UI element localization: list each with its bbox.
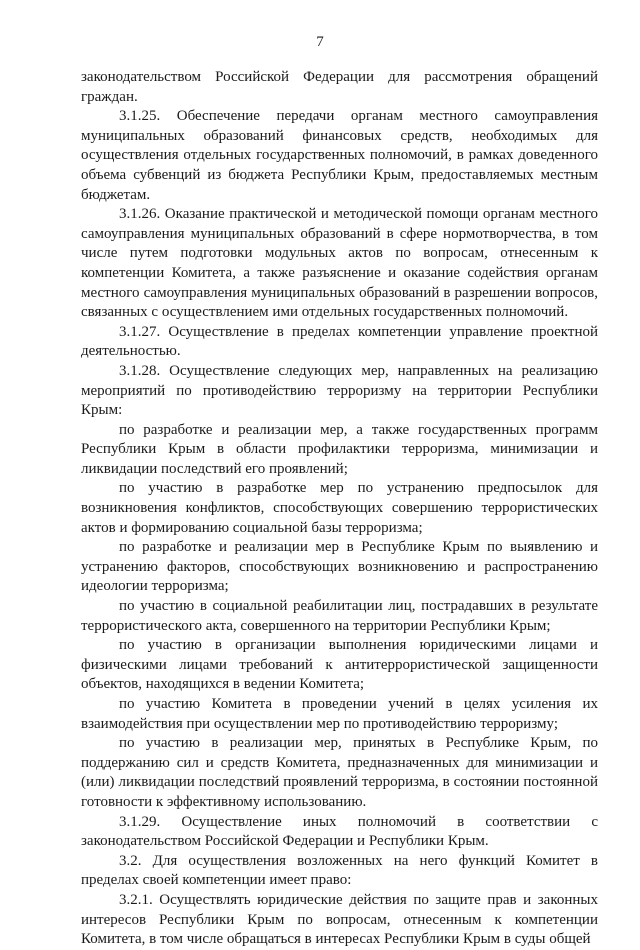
list-item-exercises: по участию Комитета в проведении учений в целях усиления их взаимодействия при осуществлении мер по противодействию терроризму; — [81, 696, 598, 732]
paragraph-3-1-27: 3.1.27. Осуществление в пределах компетенции управление проектной деятельностью. — [81, 323, 598, 360]
list-item-conflict-prevention: по участию в разработке мер по устранению предпосылок для возникновения конфликтов, способствующих совершению террористических актов и формированию социальной базы терроризма; — [81, 480, 598, 536]
paragraph-3-2: 3.2. Для осуществления возложенных на него функций Комитет в пределах своей компетенции имеет право: — [81, 852, 598, 889]
paragraph-3-1-28: 3.1.28. Осуществление следующих мер, направленных на реализацию мероприятий по противодействию терроризму на территории Республики Крым: — [81, 362, 598, 419]
list-item-terrorism-programs: по разработке и реализации мер, а также государственных программ Республики Крым в области профилактики терроризма, минимизации и ликвидации последствий его проявлений; — [81, 421, 598, 477]
paragraph-3-1-26: 3.1.26. Оказание практической и методической помощи органам местного самоуправления муниципальных образований в сфере нормотворчества, в том числе путем подготовки модульных актов по вопросам, отнесенным к компетенции Комитета, а также разъяснение и оказание содействия органам местного самоуправления муниципальных образований в разрешении вопросов, связанных с осуществлением ими отдельных государственных полномочий. — [81, 206, 598, 321]
paragraph-3-1-29: 3.1.29. Осуществление иных полномочий в соответствии с законодательством Российской Федерации и Республики Крым. — [81, 813, 598, 850]
list-item-ideology-factors: по разработке и реализации мер в Республике Крым по выявлению и устранению факторов, способствующих возникновению и распространению идеологии терроризма; — [81, 539, 598, 595]
list-item-readiness: по участию в реализации мер, принятых в Республике Крым, по поддержанию сил и средств Комитета, предназначенных для минимизации и (или) ликвидации последствий проявлений терроризма, в состоянии постоянной готовности к эффективному использованию. — [81, 735, 598, 810]
document-body — [81, 68, 598, 950]
paragraph-3-1-25: 3.1.25. Обеспечение передачи органам местного самоуправления муниципальных образований финансовых средств, необходимых для осуществления отдельных государственных полномочий, в рамках доведенного объема субвенций из бюджета Республики Крым, предоставляемых местным бюджетам. — [81, 108, 598, 203]
paragraph-3-2-1: 3.2.1. Осуществлять юридические действия по защите прав и законных интересов Республики Крым по вопросам, отнесенным к компетенции Комитета, в том числе обращаться в интересах Республики Крым в суды общей — [81, 891, 598, 948]
page-number: 7 — [316, 34, 324, 50]
list-item-social-rehabilitation: по участию в социальной реабилитации лиц, пострадавших в результате террористического акта, совершенного на территории Республики Крым; — [81, 598, 598, 634]
list-item-antiterror-protection: по участию в организации выполнения юридическими лицами и физическими лицами требований к антитеррористической защищенности объектов, находящихся в ведении Комитета; — [81, 637, 598, 693]
paragraph-continuation: законодательством Российской Федерации для рассмотрения обращений граждан. — [81, 69, 598, 105]
